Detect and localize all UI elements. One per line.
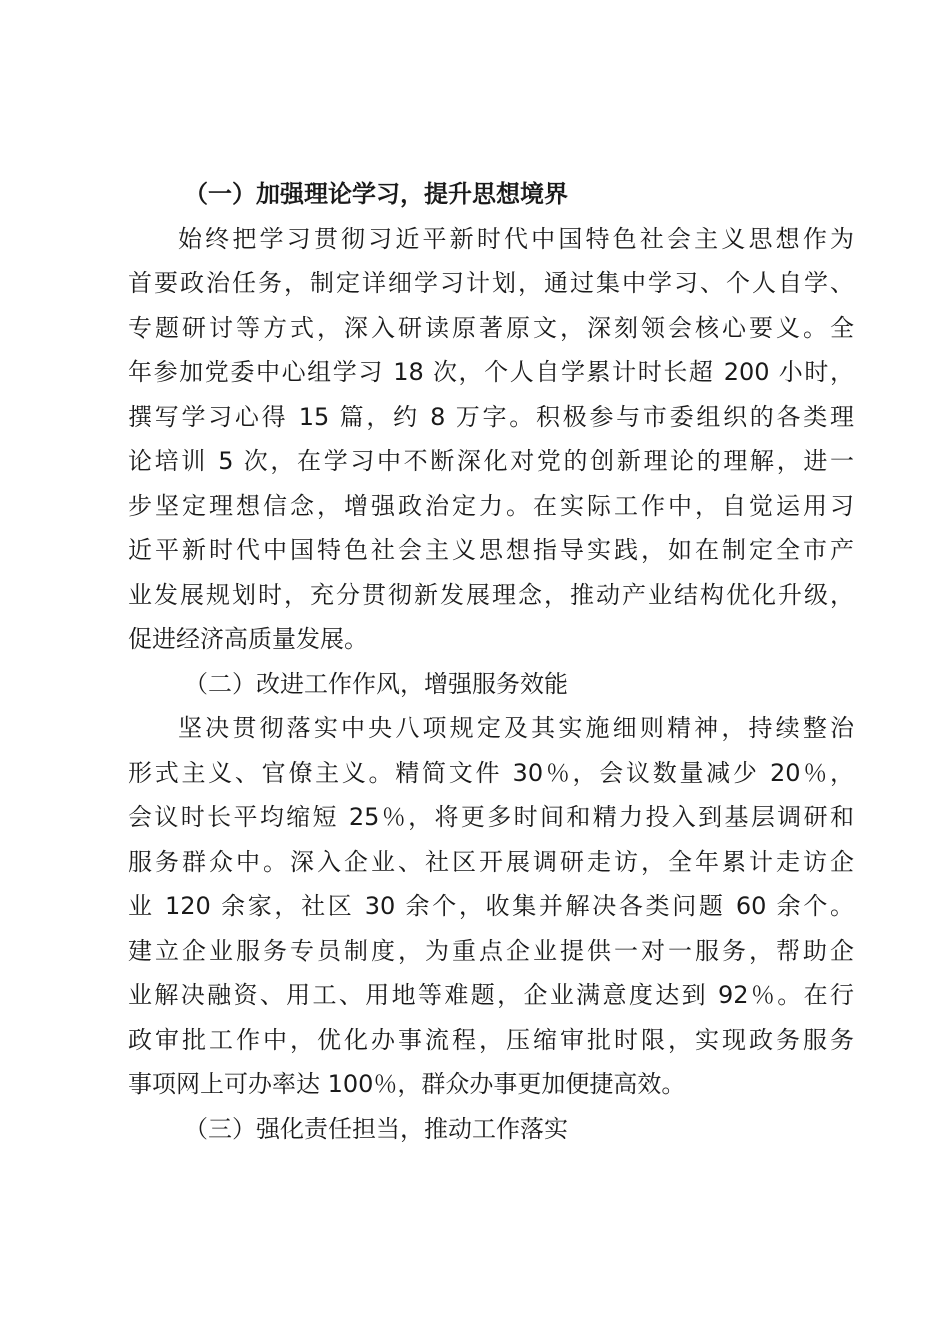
- paragraph-line: 业 120 余家，社区 30 余个，收集并解决各类问题 60 余个。: [128, 892, 854, 920]
- section-heading-1: （一）加强理论学习，提升思想境界: [184, 180, 568, 208]
- paragraph-line: 年参加党委中心组学习 18 次，个人自学累计时长超 200 小时，: [128, 358, 854, 386]
- paragraph-line: 服务群众中。深入企业、社区开展调研走访，全年累计走访企: [128, 847, 854, 876]
- section-paragraph-2: [128, 706, 854, 1107]
- paragraph-line: 形式主义、官僚主义。精简文件 30％，会议数量减少 20％，: [128, 758, 854, 787]
- paragraph-line: 政审批工作中，优化办事流程，压缩审批时限，实现政务服务: [128, 1025, 854, 1054]
- paragraph-line: 促进经济高质量发展。: [128, 625, 368, 653]
- paragraph-line: 建立企业服务专员制度，为重点企业提供一对一服务，帮助企: [128, 936, 854, 965]
- paragraph-line: 事项网上可办率达 100％，群众办事更加便捷高效。: [128, 1070, 686, 1098]
- paragraph-line: 业发展规划时，充分贯彻新发展理念，推动产业结构优化升级，: [128, 580, 854, 609]
- paragraph-line: 论培训 5 次，在学习中不断深化对党的创新理论的理解，进一: [128, 447, 854, 475]
- paragraph-line: 会议时长平均缩短 25％，将更多时间和精力投入到基层调研和: [128, 803, 854, 831]
- paragraph-line: 近平新时代中国特色社会主义思想指导实践，如在制定全市产: [128, 536, 854, 564]
- section-paragraph-1: [128, 217, 854, 662]
- section-heading-2: （二）改进工作作风，增强服务效能: [184, 669, 568, 698]
- paragraph-line: 首要政治任务，制定详细学习计划，通过集中学习、个人自学、: [128, 269, 854, 297]
- paragraph-line: 始终把学习贯彻习近平新时代中国特色社会主义思想作为: [178, 224, 854, 253]
- paragraph-line: 专题研讨等方式，深入研读原著原文，深刻领会核心要义。全: [128, 313, 854, 342]
- paragraph-line: 撰写学习心得 15 篇，约 8 万字。积极参与市委组织的各类理: [128, 402, 854, 431]
- paragraph-line: 业解决融资、用工、用地等难题，企业满意度达到 92％。在行: [128, 981, 854, 1009]
- paragraph-line: 坚决贯彻落实中央八项规定及其实施细则精神，持续整治: [178, 714, 854, 742]
- paragraph-line: 步坚定理想信念，增强政治定力。在实际工作中，自觉运用习: [128, 491, 854, 520]
- section-heading-3: （三）强化责任担当，推动工作落实: [184, 1114, 568, 1143]
- document-page: [128, 172, 854, 1151]
